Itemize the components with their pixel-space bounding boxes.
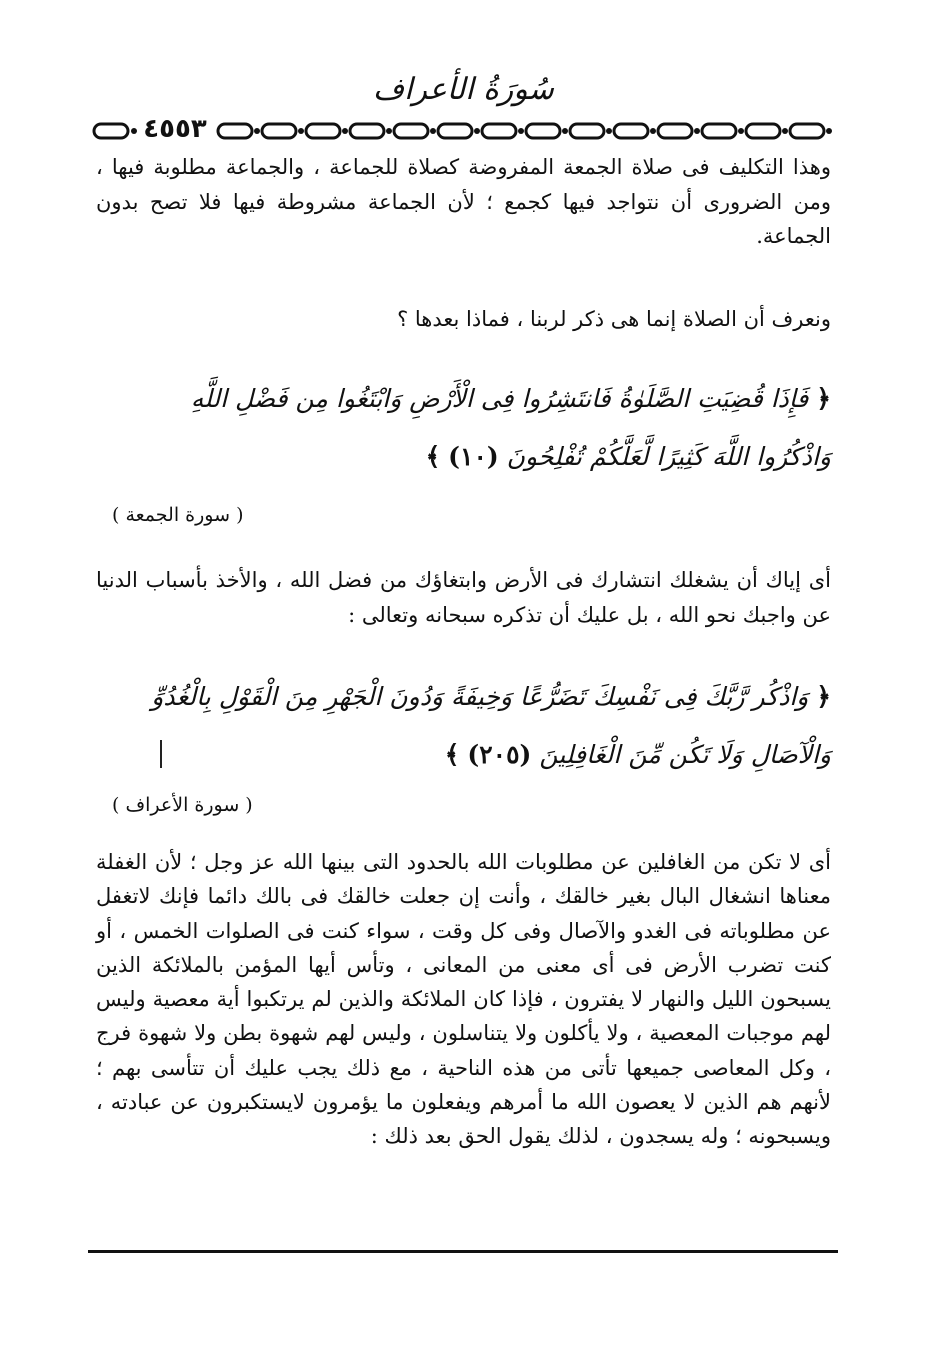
- verse-number: (١٠): [448, 442, 499, 471]
- paragraph-3: أى إياك أن يشغلك انتشارك فى الأرض وابتغاؤك من فضل الله ، والأخذ بأسباب الدنيا عن واجبك نحو الله ، بل عليك أن تذكره سبحانه وتعالى :: [96, 568, 831, 627]
- paragraph-2: ونعرف أن الصلاة إنما هى ذكر لربنا ، فماذا بعدها ؟: [397, 307, 831, 331]
- surah-title: سُورَةُ الأعراف: [373, 72, 554, 107]
- paragraph-4: أى لا تكن من الغافلين عن مطلوبات الله بالحدود التى بينها الله عز وجل ؛ لأن الغفلة معناها انشغال البال بغير خالقك ، وأنت إن جعلت خالقك فى بالك دائما فإنك لاتغفل عن مطلوباته فى الغدو والآصال وفى كل وقت ، سواء كنت فى الصلوات الخمس ، أو كنت تضرب الأرض فى أى معنى من المعانى ، وتأس أيها المؤمن بالملائكة الذين يسبحون الليل والنهار لا يفترون ، فإذا كان الملائكة والذين لم يرتكبوا أية معصية وليس لهم موجبات المعصية ، ولا يأكلون ولا يتناسلون ، وليس لهم شهوة بطن ولا شهوة فرج ، وكل المعاصى جميعها تأتى من هذه الناحية ، مع ذلك يجب عليك أن تتأسى بهم ؛ لأنهم هم الذين لا يعصون الله ما أمرهم ويفعلون ما يؤمرون لايستكبرون عن عبادته ، ويسبحونه ؛ وله يسجدون ، لذلك يقول الحق بعد ذلك :: [96, 850, 831, 1149]
- verse-text: فَإِذَا قُضِيَتِ الصَّلَوٰةُ فَانتَشِرُوا فِى الْأَرْضِ وَابْتَغُوا مِن فَضْلِ اللَّهِ وَاذْكُرُوا اللَّهَ كَثِيرًا لَّعَلَّكُمْ تُفْلِحُونَ: [190, 384, 831, 471]
- page-number: ٤٥٥٣: [140, 114, 210, 144]
- verse-open-bracket: ﴿: [816, 682, 831, 711]
- verse-close-bracket: ﴾: [425, 442, 441, 471]
- verse-close-bracket: ﴾: [444, 740, 460, 769]
- verse-reference-1: ( سورة الجمعة ): [112, 504, 244, 526]
- verse-text: وَاذْكُر رَّبَّكَ فِى نَفْسِكَ تَضَرُّعًا وَخِيفَةً وَدُونَ الْجَهْرِ مِنَ الْقَوْلِ بِالْغُدُوِّ وَالْآصَالِ وَلَا تَكُن مِّنَ الْغَافِلِينَ: [151, 682, 831, 769]
- quran-verse-2: [126, 668, 831, 784]
- verse-reference-2: ( سورة الأعراف ): [112, 794, 253, 816]
- verse-open-bracket: ﴿: [816, 384, 831, 413]
- quran-verse-1: [126, 370, 831, 486]
- verse-number: (٢٠٥): [467, 740, 532, 769]
- footer-rule: [88, 1250, 838, 1253]
- paragraph-1: وهذا التكليف فى صلاة الجمعة المفروضة كصلاة للجماعة ، والجماعة مطلوبة فيها ، ومن الضرورى أن نتواجد فيها كجمع ؛ لأن الجماعة مشروطة فيها فلا تصح بدون الجماعة.: [96, 155, 831, 248]
- margin-mark: [160, 740, 162, 768]
